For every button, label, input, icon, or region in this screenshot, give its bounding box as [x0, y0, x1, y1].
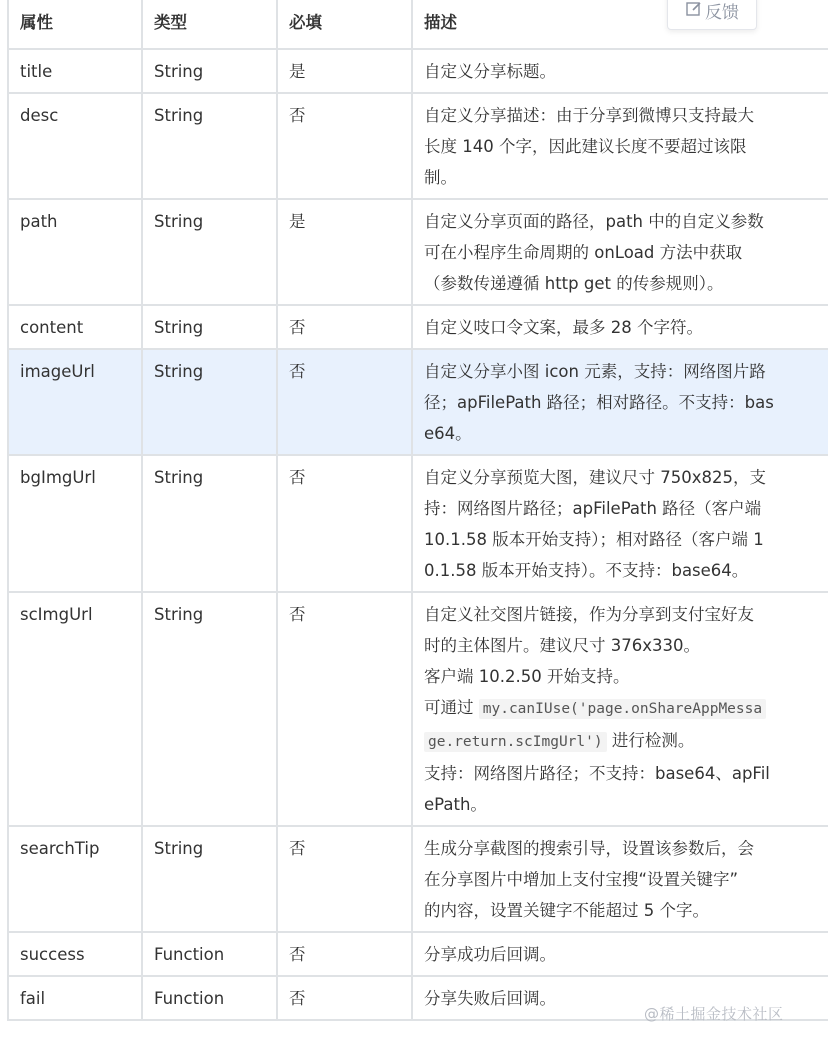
description-text: 可通过 — [424, 698, 479, 717]
cell-required: 否 — [277, 305, 412, 349]
table-row — [8, 932, 828, 976]
header-property: 属性 — [8, 0, 142, 49]
cell-required: 否 — [277, 976, 412, 1020]
description-line: 时的主体图片。建议尺寸 376x330。 — [424, 636, 700, 655]
description-line: 0.1.58 版本开始支持）。不支持：base64。 — [424, 561, 749, 580]
cell-property: imageUrl — [8, 349, 142, 455]
cell-property: bgImgUrl — [8, 455, 142, 592]
description-line: 自定义分享描述：由于分享到微博只支持最大 — [424, 106, 754, 125]
cell-property: content — [8, 305, 142, 349]
description-line: 自定义吱口令文案，最多 28 个字符。 — [424, 318, 703, 337]
description-line: e64。 — [424, 424, 472, 443]
cell-required: 是 — [277, 199, 412, 305]
cell-property: title — [8, 49, 142, 93]
inline-code: my.canIUse('page.onShareAppMessa — [479, 699, 766, 719]
cell-description — [412, 199, 828, 305]
header-type: 类型 — [142, 0, 277, 49]
cell-required: 否 — [277, 349, 412, 455]
description-line: 的内容，设置关键字不能超过 5 个字。 — [424, 901, 709, 920]
table-row — [8, 826, 828, 932]
cell-type: String — [142, 592, 277, 826]
table-row-highlighted — [8, 349, 828, 455]
description-line: 客户端 10.2.50 开始支持。 — [424, 667, 630, 686]
cell-property: fail — [8, 976, 142, 1020]
description-line: 可在小程序生命周期的 onLoad 方法中获取 — [424, 243, 743, 262]
cell-type: String — [142, 49, 277, 93]
description-line: 径；apFilePath 路径；相对路径。不支持：bas — [424, 393, 774, 412]
description-line: 在分享图片中增加上支付宝搜“设置关键字” — [424, 870, 739, 889]
description-line: 自定义分享标题。 — [424, 62, 556, 81]
cell-type: String — [142, 826, 277, 932]
cell-description — [412, 455, 828, 592]
cell-required: 否 — [277, 455, 412, 592]
cell-required: 否 — [277, 826, 412, 932]
params-table — [7, 0, 828, 1021]
description-line: 持：网络图片路径；apFilePath 路径（客户端 — [424, 499, 762, 518]
edit-icon — [685, 0, 705, 23]
cell-type: Function — [142, 932, 277, 976]
cell-type: String — [142, 305, 277, 349]
table-row — [8, 455, 828, 592]
description-line: 自定义社交图片链接，作为分享到支付宝好友 — [424, 605, 754, 624]
description-line: 自定义分享小图 icon 元素，支持：网络图片路 — [424, 362, 766, 381]
description-line: ePath。 — [424, 795, 487, 814]
cell-property: searchTip — [8, 826, 142, 932]
cell-property: desc — [8, 93, 142, 199]
description-line: 生成分享截图的搜索引导，设置该参数后，会 — [424, 839, 754, 858]
cell-property: path — [8, 199, 142, 305]
cell-type: String — [142, 93, 277, 199]
cell-description — [412, 592, 828, 826]
cell-description — [412, 93, 828, 199]
cell-required: 否 — [277, 93, 412, 199]
cell-required: 否 — [277, 592, 412, 826]
cell-description — [412, 49, 828, 93]
description-line: 分享成功后回调。 — [424, 945, 556, 964]
feedback-button[interactable] — [667, 0, 757, 30]
header-required: 必填 — [277, 0, 412, 49]
description-text: 进行检测。 — [606, 731, 695, 750]
feedback-label: 反馈 — [705, 2, 739, 23]
description-line: 10.1.58 版本开始支持）；相对路径（客户端 1 — [424, 530, 764, 549]
table-row — [8, 93, 828, 199]
description-line: 长度 140 个字，因此建议长度不要超过该限 — [424, 137, 747, 156]
table-row — [8, 49, 828, 93]
cell-property: success — [8, 932, 142, 976]
table-row — [8, 199, 828, 305]
cell-required: 是 — [277, 49, 412, 93]
cell-required: 否 — [277, 932, 412, 976]
description-line: 自定义分享页面的路径，path 中的自定义参数 — [424, 212, 764, 231]
header-description: 描述 — [412, 0, 828, 49]
cell-property: scImgUrl — [8, 592, 142, 826]
watermark: @稀土掘金技术社区 — [644, 1005, 784, 1023]
cell-type: Function — [142, 976, 277, 1020]
table-row — [8, 592, 828, 826]
description-line: 自定义分享预览大图，建议尺寸 750x825，支 — [424, 468, 766, 487]
inline-code: ge.return.scImgUrl') — [424, 732, 607, 752]
cell-description — [412, 305, 828, 349]
description-line: 分享失败后回调。 — [424, 989, 556, 1008]
cell-description — [412, 826, 828, 932]
cell-description — [412, 349, 828, 455]
cell-type: String — [142, 199, 277, 305]
cell-type: String — [142, 455, 277, 592]
table-row — [8, 305, 828, 349]
description-line: 支持：网络图片路径；不支持：base64、apFil — [424, 764, 770, 783]
cell-description — [412, 932, 828, 976]
description-line: 制。 — [424, 168, 457, 187]
cell-type: String — [142, 349, 277, 455]
description-line — [424, 692, 822, 725]
description-line: （参数传递遵循 http get 的传参规则）。 — [424, 274, 724, 293]
description-line — [424, 725, 822, 758]
